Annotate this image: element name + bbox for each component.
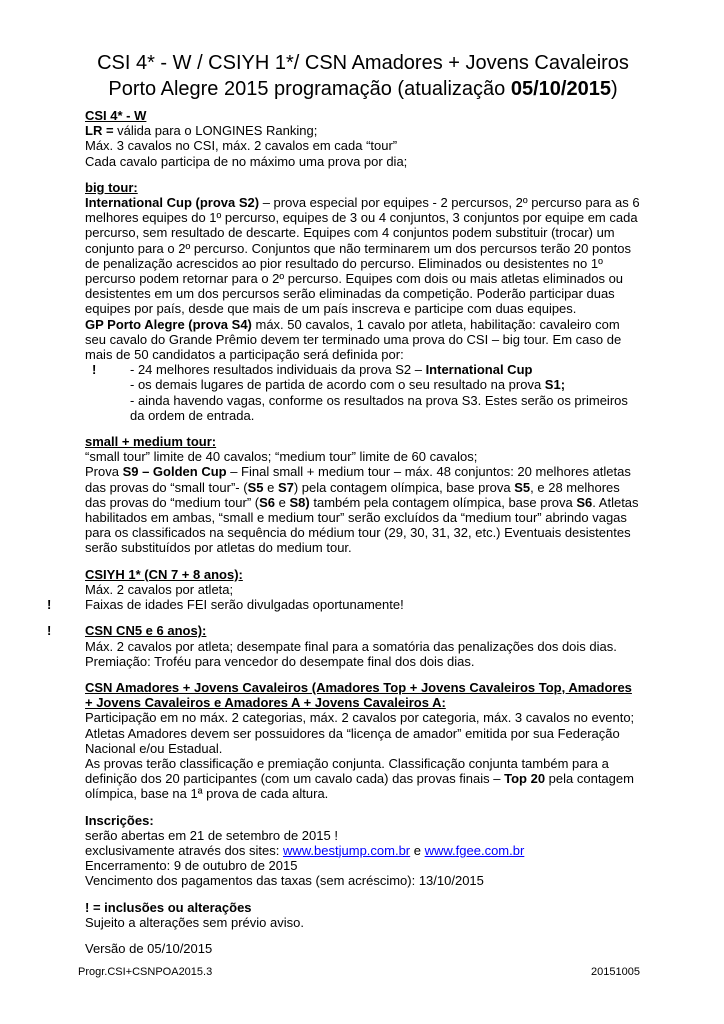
text-run: e	[275, 494, 290, 510]
text-run: pela contagem olímpica, base na 1ª prova de cada altura.	[85, 771, 634, 802]
footer-doc-code: Progr.CSI+CSNPOA2015.3	[78, 966, 213, 978]
paragraph	[85, 756, 641, 802]
text-run: International Cup	[425, 362, 533, 378]
title-line-1: CSI 4* - W / CSIYH 1*/ CSN Amadores + Jovens Cavaleiros	[97, 52, 629, 74]
text-run: GP Porto Alegre (prova S4)	[85, 316, 252, 332]
text-run: – prova especial por equipes - 2 percursos, 2º percurso para as 6 melhores equipes do 1º percurso, equipes de 3 ou 4 conjuntos, 3 conjuntos por equipe em cada percurso, sem resultado de descarte. Equipes com 4 conjuntos podem substituir (trocar) um conjunto para o 2º percurso. Conjuntos que não terminarem um dos percursos terão 20 pontos de penalização acrescidos ao pior resultado do percurso. Eliminados ou desistentes no 1º percurso podem retornar para o 2º percurso. Equipes com dois ou mais atletas eliminados ou desistentes em um dos percursos serão eliminadas da competição. Poderão participar duas equipes por país, desde que mais de um país inscreva e participe com duas equipes.	[85, 195, 640, 317]
list-item	[130, 377, 641, 392]
text-run: CSIYH 1* (CN 7 + 8 anos):	[85, 566, 243, 582]
text-run: - os demais lugares de partida de acordo com o seu resultado na prova	[130, 377, 545, 393]
paragraph	[85, 195, 641, 317]
paragraph	[85, 915, 641, 930]
spacer	[85, 556, 641, 567]
text-run: Cada cavalo participa de no máximo uma prova por dia;	[85, 153, 408, 169]
text-run: S6	[259, 494, 276, 510]
spacer	[85, 889, 641, 900]
paragraph	[85, 726, 641, 756]
paragraph	[85, 464, 641, 555]
text-run: - 24 melhores resultados individuais da prova S2 –	[130, 362, 426, 378]
section-heading	[85, 434, 641, 449]
list-item	[92, 362, 641, 378]
text-run: . Atletas habilitados em ambas, “small e medium tour” serão excluídos da “medium tour” abrindo vagas para os classificados na sequência do médium tour (29, 30, 31, 32, etc.) Eventuais desistentes serão substituídos por atletas do medium tour.	[85, 494, 639, 556]
spacer	[85, 669, 641, 680]
text-run: Máx. 2 cavalos por atleta; desempate final para a somatória das penalizações dos dois dias.	[85, 638, 617, 654]
spacer	[85, 423, 641, 434]
text-run: Top 20	[504, 771, 546, 787]
text-run: Premiação: Troféu para vencedor do desempate final dos dois dias.	[85, 653, 475, 669]
text-run: exclusivamente através dos sites:	[85, 842, 283, 858]
text-run: Vencimento dos pagamentos das taxas (sem acréscimo): 13/10/2015	[85, 873, 484, 889]
list-item	[130, 393, 641, 423]
section-heading	[47, 623, 641, 639]
text-run: Porto Alegre 2015 programação (atualização	[108, 78, 511, 100]
text-run: Participação em no máx. 2 categorias, máx. 2 cavalos por categoria, máx. 3 cavalos no evento;	[85, 710, 635, 726]
text-run: International Cup (prova S2)	[85, 195, 260, 211]
text-run: As provas terão classificação e premiação conjunta. Classificação conjunta também para a definição dos 20 participantes (com um cavalo cada) das provas finais –	[85, 755, 609, 787]
paragraph	[85, 154, 641, 169]
text-run: Encerramento: 9 de outubro de 2015	[85, 858, 298, 874]
text-run: Sujeito a alterações sem prévio aviso.	[85, 914, 304, 930]
paragraph	[47, 597, 641, 613]
paragraph	[85, 873, 641, 888]
document-body	[47, 108, 641, 956]
change-marker: !	[47, 597, 52, 613]
text-run: CSN Amadores + Jovens Cavaleiros (Amadores Top + Jovens Cavaleiros Top, Amadores + Jovens Cavaleiros e Amadores A + Jovens Cavaleiros A:	[85, 679, 632, 711]
paragraph	[85, 828, 641, 843]
text-run: ) pela contagem olímpica, base prova	[293, 479, 515, 495]
title-line-2	[85, 76, 641, 102]
text-run: S6	[576, 494, 593, 510]
text-run: - ainda havendo vagas, conforme os resultados na prova S3. Estes serão os primeiros da ordem de entrada.	[130, 392, 628, 423]
text-run: – Final small + medium tour – máx. 48 conjuntos: 20 melhores atletas das provas do “small tour”- (	[85, 464, 631, 495]
text-run: S5	[514, 479, 531, 495]
text-run: também pela contagem olímpica, base prova	[309, 494, 577, 510]
paragraph	[85, 858, 641, 873]
paragraph	[85, 123, 641, 138]
page-footer	[78, 966, 640, 979]
spacer	[85, 930, 641, 941]
text-run: ! = inclusões ou alterações	[85, 899, 252, 915]
spacer	[85, 612, 641, 623]
text-run: válida para o LONGINES Ranking;	[113, 123, 318, 139]
text-run: S7	[277, 479, 294, 495]
text-run: Faixas de idades FEI serão divulgadas oportunamente!	[85, 597, 404, 613]
section-heading	[85, 108, 641, 123]
spacer	[85, 169, 641, 180]
link[interactable]: www.fgee.com.br	[424, 842, 525, 858]
text-run: e	[410, 842, 425, 858]
paragraph	[85, 582, 641, 597]
text-run: big tour:	[85, 179, 138, 195]
paragraph	[85, 317, 641, 363]
paragraph	[85, 138, 641, 153]
paragraph	[85, 813, 641, 828]
text-run: LR =	[85, 123, 114, 139]
text-run: Máx. 2 cavalos por atleta;	[85, 581, 234, 597]
text-run: S1;	[544, 377, 566, 393]
text-run: , e 28 melhores das provas do “medium tour” (	[85, 479, 620, 510]
footer-date-code: 20151005	[591, 966, 640, 978]
text-run: “small tour” limite de 40 cavalos; “medium tour” limite de 60 cavalos;	[85, 449, 478, 465]
text-run: máx. 50 cavalos, 1 cavalo por atleta, habilitação: cavaleiro com seu cavalo do Grande Prêmio devem ter terminado uma prova do CSI – big tour. Em caso de mais de 50 candidatos a participação será definida por:	[85, 316, 622, 363]
text-run: Prova	[85, 464, 123, 480]
link[interactable]: www.bestjump.com.br	[282, 842, 411, 858]
paragraph	[85, 941, 641, 956]
section-heading	[85, 567, 641, 582]
text-run: serão abertas em 21 de setembro de 2015 !	[85, 827, 338, 843]
text-run: 05/10/2015	[510, 78, 611, 100]
paragraph	[85, 900, 641, 915]
spacer	[85, 802, 641, 813]
text-run: )	[610, 78, 618, 100]
change-marker: !	[92, 362, 97, 378]
text-run: Versão de 05/10/2015	[85, 940, 213, 956]
document-content	[47, 50, 641, 956]
section-heading	[85, 180, 641, 195]
text-run: S5	[247, 479, 264, 495]
paragraph	[85, 710, 641, 725]
paragraph	[85, 654, 641, 669]
paragraph	[85, 449, 641, 464]
text-run: S9 – Golden Cup	[122, 464, 227, 480]
change-marker: !	[47, 623, 52, 639]
text-run: Atletas Amadores devem ser possuidores da “licença de amador” emitida por sua Federação Nacional e/ou Estadual.	[85, 725, 620, 756]
paragraph	[85, 639, 641, 654]
text-run: small + medium tour:	[85, 434, 217, 450]
document-title	[85, 50, 641, 102]
text-run: CSN CN5 e 6 anos):	[85, 623, 207, 639]
text-run: Inscrições:	[85, 812, 154, 828]
text-run: CSI 4* - W	[85, 108, 147, 123]
paragraph	[85, 843, 641, 858]
text-run: Máx. 3 cavalos no CSI, máx. 2 cavalos em cada “tour”	[85, 138, 398, 154]
text-run: S8)	[289, 494, 310, 510]
section-heading	[85, 680, 641, 710]
text-run: e	[263, 479, 278, 495]
